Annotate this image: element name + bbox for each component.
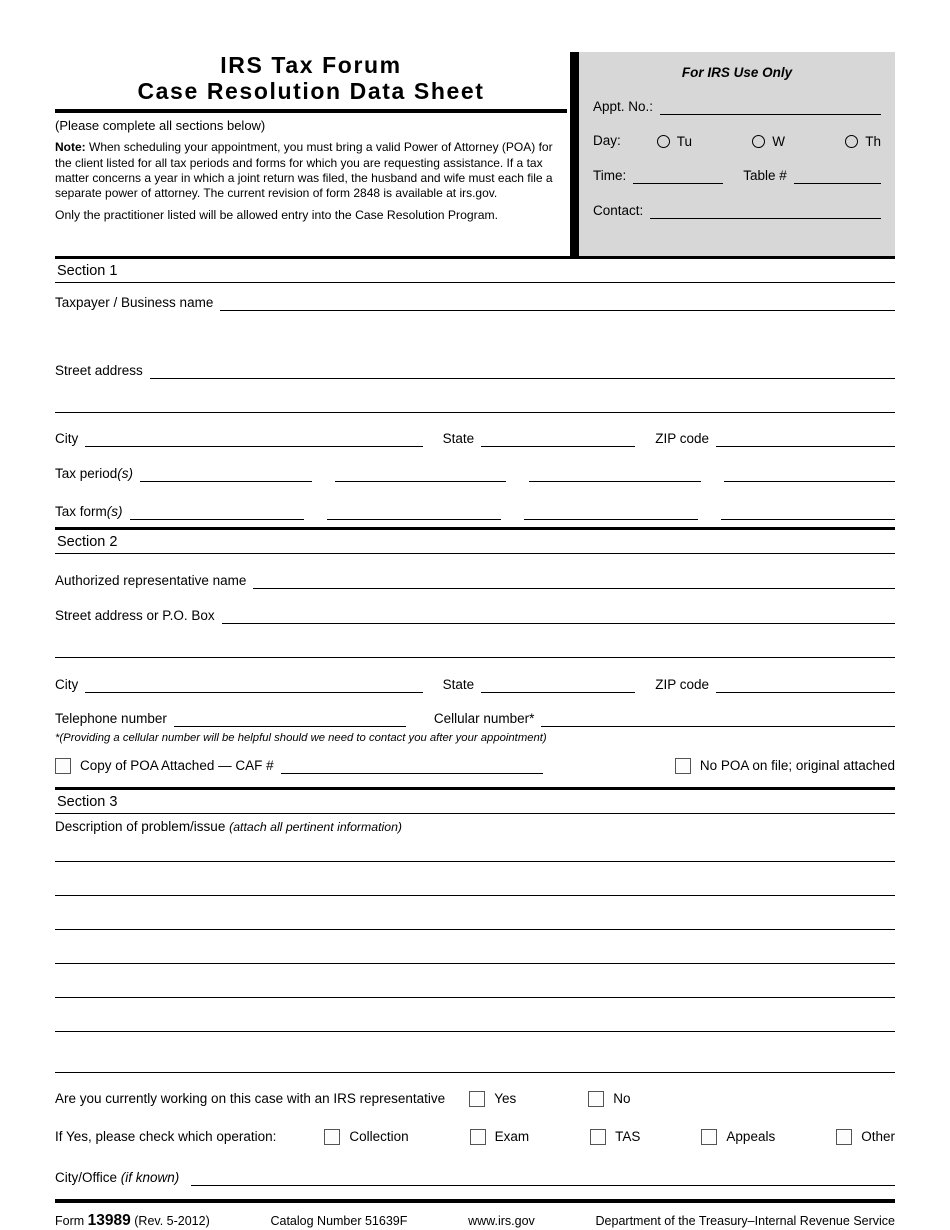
s1-street-field[interactable] [150, 362, 895, 379]
time-field[interactable] [633, 167, 723, 184]
section1-title: Section 1 [57, 263, 118, 279]
s1-street-row [55, 360, 895, 379]
no-label: No [613, 1091, 631, 1106]
s1-street-field-line2[interactable] [55, 396, 895, 413]
operation-question: If Yes, please check which operation: [55, 1128, 277, 1144]
tax-period-field-4[interactable] [724, 465, 895, 482]
day-option-w[interactable] [752, 134, 785, 149]
header-divider [570, 52, 579, 256]
s2-state-label: State [442, 677, 475, 692]
radio-th-icon[interactable] [845, 135, 858, 148]
other-checkbox[interactable] [836, 1129, 852, 1145]
appt-no-label: Appt. No.: [593, 99, 654, 114]
no-poa-checkbox[interactable] [675, 758, 691, 774]
city-office-note: (if known) [120, 1170, 180, 1185]
operation-exam[interactable] [470, 1129, 530, 1145]
s1-state-field[interactable] [481, 430, 635, 447]
tax-form-field-1[interactable] [130, 503, 304, 520]
department-label: Department of the Treasury–Internal Revenue Service [595, 1214, 895, 1228]
s2-zip-label: ZIP code [655, 677, 709, 692]
section2-heading [55, 527, 895, 554]
s1-street-row2 [55, 394, 895, 413]
form-word: Form [55, 1214, 85, 1228]
tax-form-field-4[interactable] [721, 503, 895, 520]
description-line-4[interactable] [55, 963, 895, 964]
tax-form-field-3[interactable] [524, 503, 698, 520]
day-option-th[interactable] [845, 134, 881, 149]
city-office-label: City/Office (if known) [55, 1170, 180, 1185]
operation-appeals[interactable] [701, 1129, 775, 1145]
cellular-label: Cellular number* [433, 711, 535, 726]
appeals-checkbox[interactable] [701, 1129, 717, 1145]
description-line-3[interactable] [55, 929, 895, 930]
appt-no-row [593, 98, 881, 115]
s2-street-field[interactable] [222, 607, 895, 624]
appt-no-field[interactable] [660, 98, 881, 115]
contact-row [593, 202, 881, 219]
rep-name-label: Authorized representative name [55, 573, 247, 588]
s1-state-label: State [442, 431, 475, 446]
s1-city-field[interactable] [85, 430, 422, 447]
description-note: (attach all pertinent information) [229, 820, 403, 834]
footer-form-id [55, 1212, 210, 1230]
yes-checkbox[interactable] [469, 1091, 485, 1107]
form-header [55, 52, 895, 256]
tax-period-label: Tax period(s) [55, 466, 134, 481]
form-revision: (Rev. 5-2012) [134, 1214, 210, 1228]
tax-period-field-1[interactable] [140, 465, 311, 482]
yes-label: Yes [494, 1091, 517, 1106]
poa-attached-label: Copy of POA Attached — CAF # [80, 758, 274, 773]
form-title-line1: IRS Tax Forum [220, 52, 402, 78]
description-line-6[interactable] [55, 1031, 895, 1032]
s1-zip-label: ZIP code [655, 431, 709, 446]
section1-heading [55, 256, 895, 283]
collection-checkbox[interactable] [324, 1129, 340, 1145]
s2-state-field[interactable] [481, 676, 635, 693]
poa-attached-checkbox[interactable] [55, 758, 71, 774]
note-text: When scheduling your appointment, you must bring a valid Power of Attorney (POA) for the client listed for all tax periods and forms for which you are requesting assistance. If a tax matter concerns a year in which a joint return was filed, the husband and wife must each file a separate power of attorney. The current revision of form 2848 is available at irs.gov. [55, 140, 553, 201]
tas-checkbox[interactable] [590, 1129, 606, 1145]
caf-number-field[interactable] [281, 757, 543, 774]
table-label: Table # [743, 168, 787, 183]
form-footer [55, 1199, 895, 1230]
no-poa-label: No POA on file; original attached [699, 758, 895, 773]
cellular-footnote: *(Providing a cellular number will be helpful should we need to contact you after your appointment) [55, 732, 547, 744]
rep-name-field[interactable] [253, 572, 895, 589]
operation-collection[interactable] [324, 1129, 408, 1145]
s2-street-field-line2[interactable] [55, 641, 895, 658]
tax-period-field-3[interactable] [529, 465, 700, 482]
no-checkbox[interactable] [588, 1091, 604, 1107]
taxpayer-name-field[interactable] [220, 294, 895, 311]
s2-city-field[interactable] [85, 676, 422, 693]
telephone-label: Telephone number [55, 711, 167, 726]
radio-tu-icon[interactable] [657, 135, 670, 148]
city-office-row [55, 1167, 895, 1186]
telephone-field[interactable] [174, 710, 406, 727]
tax-period-field-2[interactable] [335, 465, 506, 482]
day-w-label: W [772, 133, 785, 149]
section2-title: Section 2 [57, 534, 118, 550]
s2-street-row [55, 605, 895, 624]
form-number: 13989 [87, 1212, 131, 1229]
time-table-row [593, 167, 881, 184]
appeals-label: Appeals [726, 1129, 776, 1144]
instruction-text: (Please complete all sections below) [55, 118, 266, 134]
taxpayer-name-row [55, 292, 895, 311]
irs-use-only-box [579, 52, 895, 256]
s1-city-label: City [55, 431, 79, 446]
irs-box-title: For IRS Use Only [681, 65, 793, 80]
exam-label: Exam [494, 1129, 530, 1144]
operation-other[interactable] [836, 1129, 895, 1145]
cellular-field[interactable] [541, 710, 895, 727]
radio-w-icon[interactable] [752, 135, 765, 148]
day-tu-label: Tu [676, 133, 693, 149]
description-line-5[interactable] [55, 997, 895, 998]
other-label: Other [861, 1129, 895, 1144]
time-label: Time: [593, 168, 627, 183]
day-options [657, 134, 881, 149]
s1-city-state-zip-row [55, 428, 895, 447]
s2-zip-field[interactable] [716, 676, 895, 693]
poa-note [55, 140, 567, 201]
description-label: Description of problem/issue (attach all pertinent information) [55, 819, 403, 834]
tax-form-field-2[interactable] [327, 503, 501, 520]
table-field[interactable] [794, 167, 881, 184]
note-label: Note: [55, 140, 86, 155]
day-label: Day: [593, 133, 621, 148]
phone-row [55, 708, 895, 727]
tax-period-row [55, 463, 895, 482]
exam-checkbox[interactable] [470, 1129, 486, 1145]
poa-row [55, 756, 895, 775]
day-th-label: Th [865, 133, 881, 149]
description-line-2[interactable] [55, 895, 895, 896]
form-title [55, 52, 567, 113]
city-office-field[interactable] [191, 1169, 895, 1186]
section3-title: Section 3 [57, 794, 118, 810]
operation-options [324, 1129, 895, 1145]
rep-name-row [55, 570, 895, 589]
catalog-number: Catalog Number 51639F [270, 1214, 408, 1228]
tax-form-label: Tax form(s) [55, 504, 123, 519]
description-line-1[interactable] [55, 861, 895, 862]
tax-form-row [55, 501, 895, 520]
s2-city-label: City [55, 677, 79, 692]
form-title-line2: Case Resolution Data Sheet [137, 78, 485, 105]
tas-label: TAS [615, 1129, 641, 1144]
taxpayer-name-label: Taxpayer / Business name [55, 295, 214, 310]
s2-city-state-zip-row [55, 674, 895, 693]
header-left [55, 52, 567, 256]
irs-rep-question-row [55, 1089, 895, 1108]
operation-tas[interactable] [590, 1129, 640, 1145]
contact-label: Contact: [593, 203, 644, 218]
section3-heading [55, 787, 895, 814]
s1-street-label: Street address [55, 363, 143, 378]
irs-rep-question: Are you currently working on this case with an IRS representative [55, 1090, 446, 1106]
irs-website: www.irs.gov [468, 1214, 535, 1228]
s2-street-label: Street address or P.O. Box [55, 608, 215, 623]
description-line-7[interactable] [55, 1072, 895, 1073]
collection-label: Collection [349, 1129, 409, 1144]
operation-row [55, 1127, 895, 1146]
s2-street-row2 [55, 639, 895, 658]
day-option-tu[interactable] [657, 134, 692, 149]
s1-zip-field[interactable] [716, 430, 895, 447]
practitioner-note: Only the practitioner listed will be allowed entry into the Case Resolution Program. [55, 208, 499, 223]
contact-field[interactable] [650, 202, 881, 219]
day-row [593, 133, 881, 149]
